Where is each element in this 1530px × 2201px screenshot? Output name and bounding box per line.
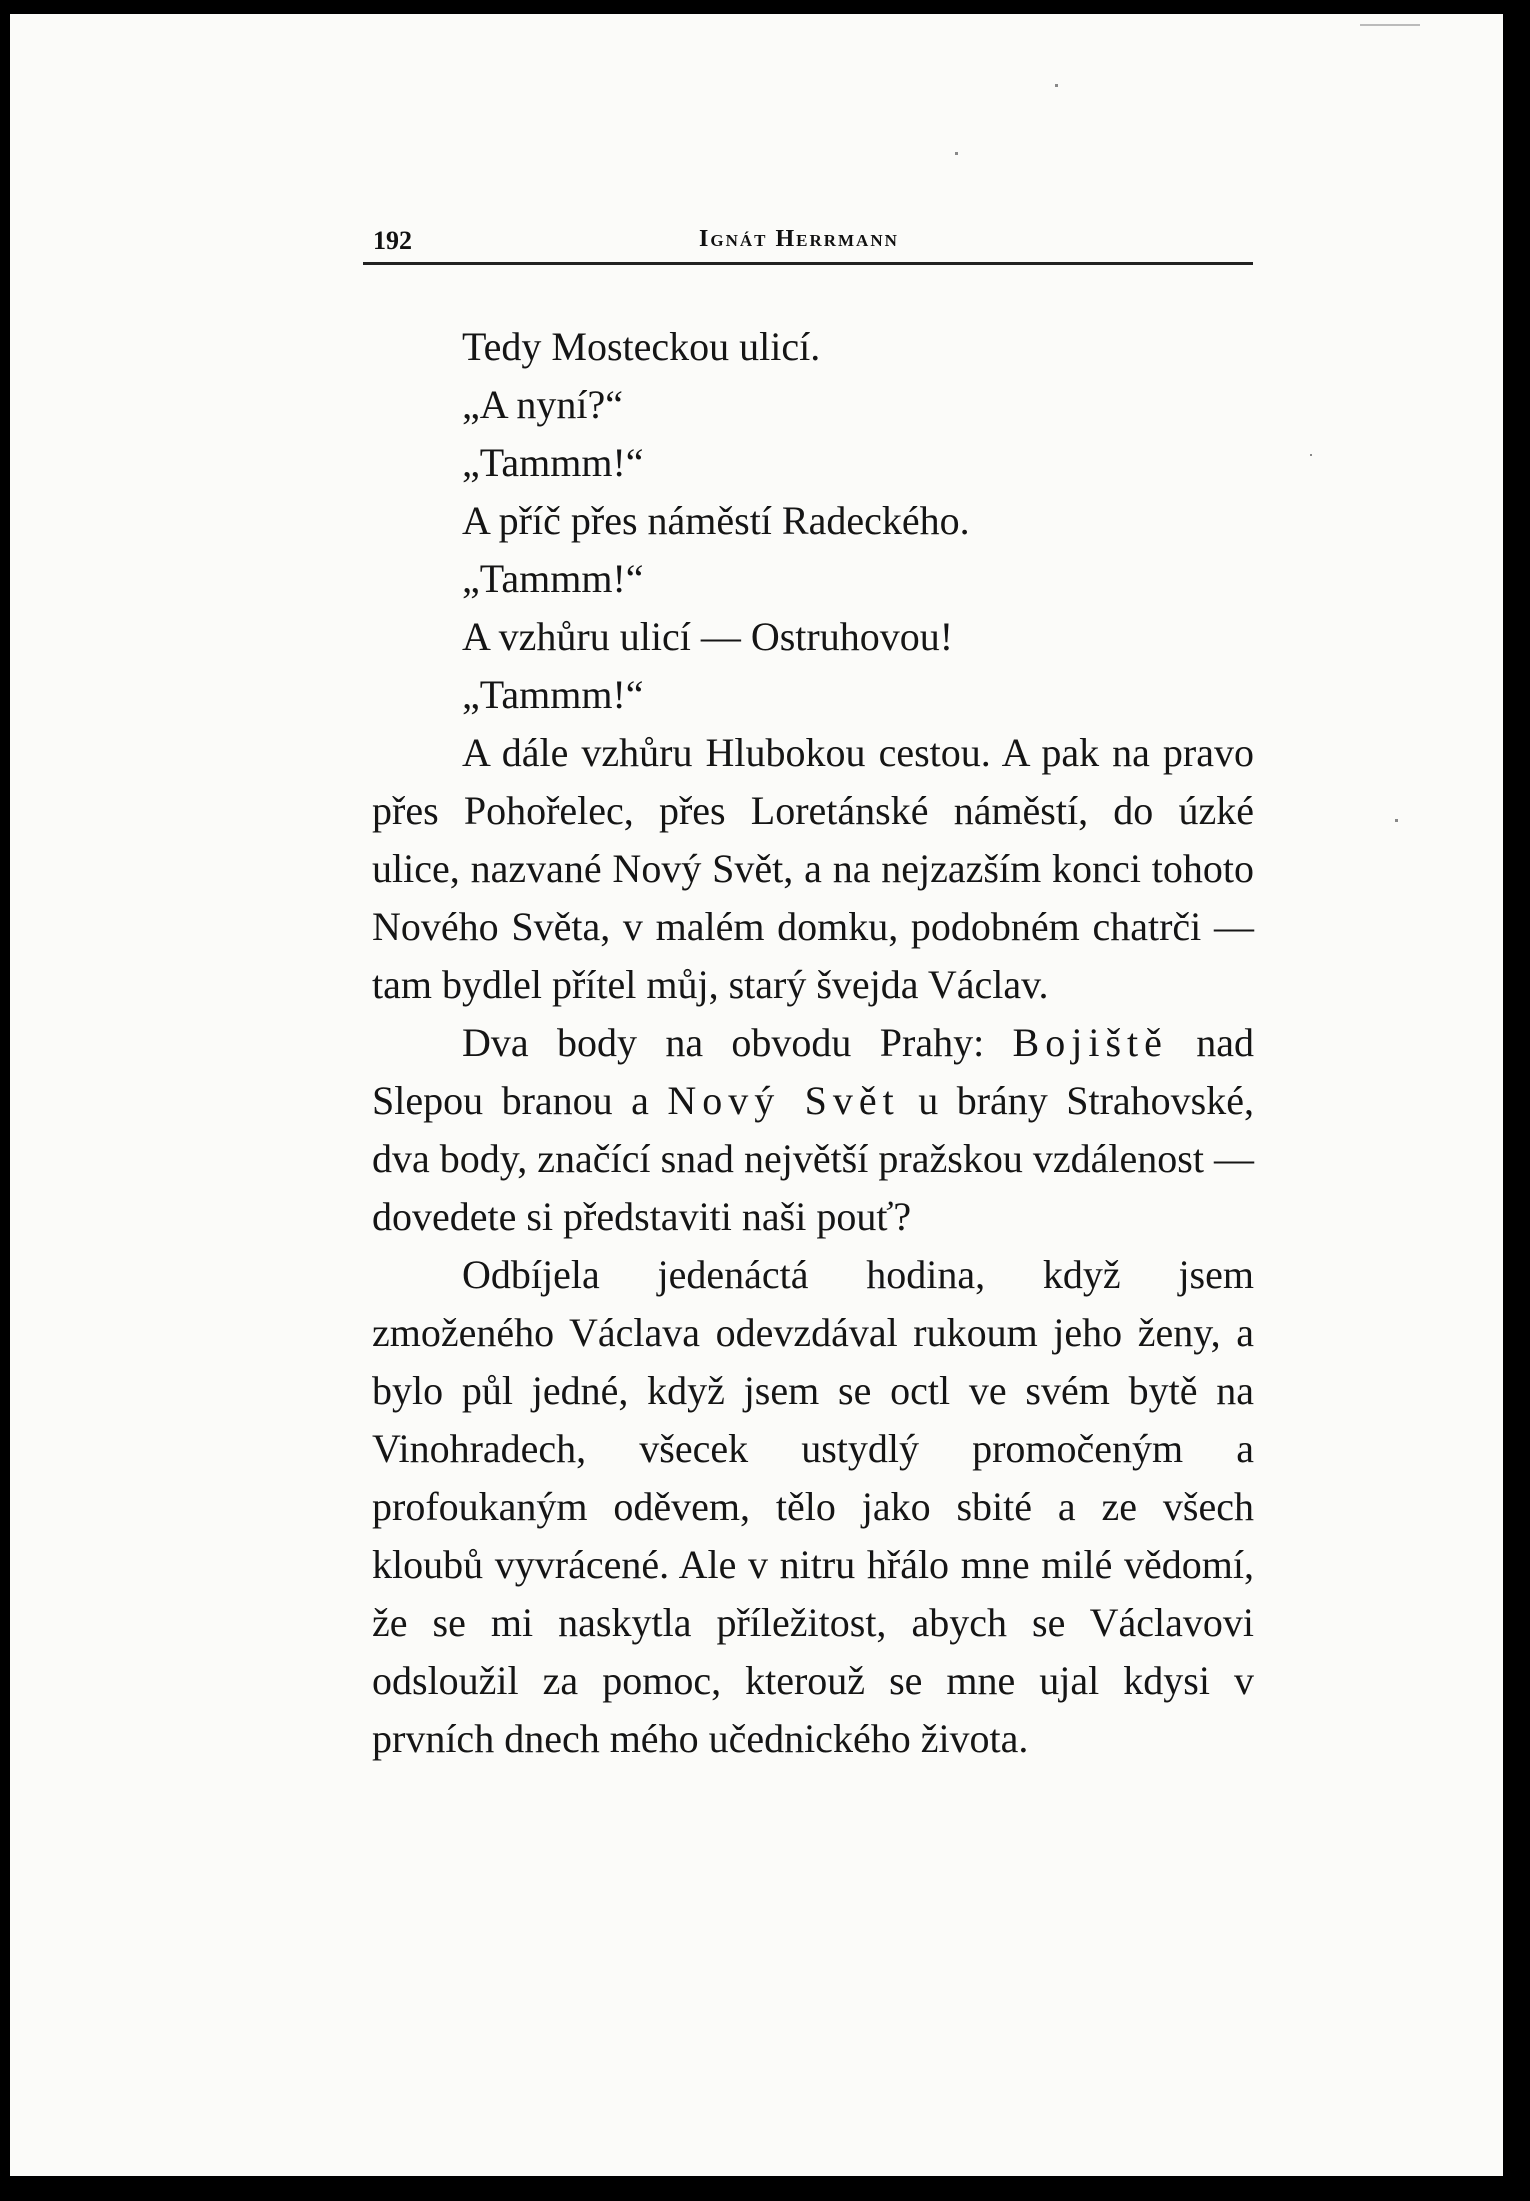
paragraph: „A nyní?“	[462, 382, 624, 427]
dust-speck	[1055, 84, 1058, 87]
running-title: Ignát Herrmann	[699, 226, 899, 252]
dust-speck	[1360, 24, 1420, 26]
spaced-emphasis: Bojiště	[1012, 1020, 1168, 1065]
spaced-emphasis: Nový Svět	[667, 1078, 900, 1123]
paragraph: A dále vzhůru Hlubokou cestou. A pak na pravo přes Pohořelec, přes Loretánské náměstí, do úzké ulice, nazvané Nový Svět, a na nejzazším konci tohoto Nového Světa, v malém domku, podobném chatrči — tam bydlel přítel můj, starý švejda Václav.	[372, 730, 1254, 1007]
body-text	[372, 318, 1254, 1768]
paragraph: A vzhůru ulicí — Ostruhovou!	[462, 614, 954, 659]
paragraph: „Tammm!“	[462, 556, 644, 601]
dust-speck	[1310, 454, 1312, 456]
text-run: u brány Strahovské, dva body, značící snad největší pražskou vzdálenost — dovedete si představiti naši pouť?	[372, 1078, 1255, 1239]
text-run: Dva body na obvodu Prahy:	[462, 1020, 1013, 1065]
text-run: nad Slepou branou a	[372, 1020, 1254, 1123]
paragraph: Odbíjela jedenáctá hodina, když jsem zmoženého Václava odevzdával rukoum jeho ženy, a bylo půl jedné, když jsem se octl ve svém bytě na Vinohradech, všecek ustydlý promočeným a profoukaným oděvem, tělo jako sbité a ze všech kloubů vyvrácené. Ale v nitru hřálo mne milé vědomí, že se mi naskytla příležitost, abych se Václavovi odsloužil za pomoc, kterouž se mne ujal kdysi v prvních dnech mého učednického života.	[372, 1252, 1254, 1761]
page-number: 192	[373, 226, 412, 255]
paragraph: Tedy Mosteckou ulicí.	[462, 324, 821, 369]
dust-speck	[955, 152, 958, 155]
paragraph	[372, 1014, 1254, 1246]
page-header	[363, 220, 1253, 264]
paragraph: A příč přes náměstí Radeckého.	[462, 498, 970, 543]
dust-speck	[1395, 819, 1398, 822]
header-rule	[363, 262, 1253, 265]
paragraph: „Tammm!“	[462, 440, 644, 485]
paragraph: „Tammm!“	[462, 672, 644, 717]
